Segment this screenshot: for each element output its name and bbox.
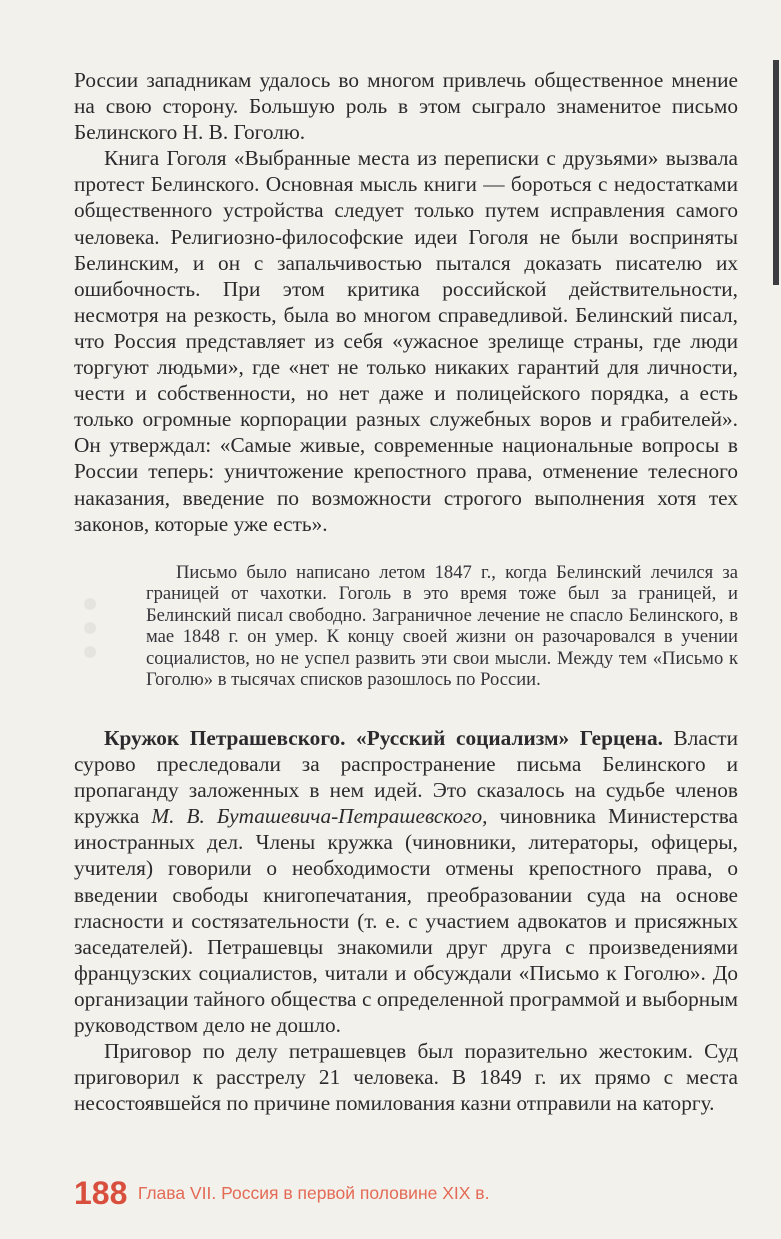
page-edge-tab bbox=[773, 60, 779, 285]
section-text-before: Власти сурово преследовали за распространение письма Белинского и пропаганду заложенных в нем идей. Это сказалось на судьбе членов кружка bbox=[74, 726, 738, 829]
section-heading: Кружок Петрашевского. «Русский социализм» Герцена. bbox=[104, 726, 663, 750]
paragraph-gogol-book: Книга Гоголя «Выбранные места из переписки с друзьями» вызвала протест Белинского. Основная мысль книги — бороться с недостатками общественного устройства следует только путем исправления самого человека. Религиозно-философские идеи Гоголя не были восприняты Белинским, и он с запальчивостью пытался доказать писателю их ошибочность. При этом критика российской действительности, несмотря на резкость, была во многом справедливой. Белинский писал, что Россия представляет из себя «ужасное зрелище страны, где люди торгуют людьми», где «нет не только никаких гарантий для личности, чести и собственности, но нет даже и полицейского порядка, а есть только огромные корпорации разных служебных воров и грабителей». Он утверждал: «Самые живые, современные национальные вопросы в России теперь: уничтожение крепостного права, отменение телесного наказания, введение по возможности строгого выполнения хотя тех законов, которые уже есть». bbox=[74, 146, 738, 536]
main-text-top bbox=[74, 67, 738, 537]
paragraph-continued: России западникам удалось во многом привлечь общественное мнение на свою сторону. Большую роль в этом сыграло знаменитое письмо Белинского Н. В. Гоголю. bbox=[74, 68, 738, 145]
section-paragraph-petrashevsky bbox=[74, 725, 738, 1038]
note-dot bbox=[84, 622, 96, 634]
person-name: М. В. Буташевича-Петрашевского, bbox=[151, 804, 488, 829]
note-marker bbox=[84, 598, 98, 668]
note-text: Письмо было написано летом 1847 г., когда Белинский лечился за границей от чахотки. Гоголь в это время тоже был за границей, и Белинский писал свободно. Заграничное лечение не спасло Белинского, в мае 1848 г. он умер. К концу своей жизни он разочаровался в учении социалистов, но не успел развить эти свои мысли. Между тем «Письмо к Гоголю» в тысячах списков разошлось по России. bbox=[146, 562, 738, 691]
note-dot bbox=[84, 646, 96, 658]
section-text-after: чиновника Министерства иностранных дел. Члены кружка (чиновники, литераторы, офицеры, учителя) говорили о необходимости отмены крепостного права, о введении свободы книгопечатания, преобразовании суда на основе гласности и состязательности (т. е. с участием адвокатов и присяжных заседателей). Петрашевцы знакомили друг друга с произведениями французских социалистов, читали и обсуждали «Письмо к Гоголю». До организации тайного общества с определенной программой и выборным руководством дело не дошло. bbox=[74, 804, 739, 1038]
side-note bbox=[146, 562, 738, 690]
main-text-bottom bbox=[74, 725, 738, 1116]
page-number: 188 bbox=[74, 1175, 128, 1211]
paragraph-verdict: Приговор по делу петрашевцев был поразительно жестоким. Суд приговорил к расстрелу 21 человека. В 1849 г. их прямо с места несостоявшейся по причине помилования казни отправили на каторгу. bbox=[74, 1039, 738, 1116]
chapter-title: Глава VII. Россия в первой половине XIX в. bbox=[137, 1183, 490, 1203]
note-dot bbox=[84, 598, 96, 610]
page-footer bbox=[74, 1175, 489, 1212]
